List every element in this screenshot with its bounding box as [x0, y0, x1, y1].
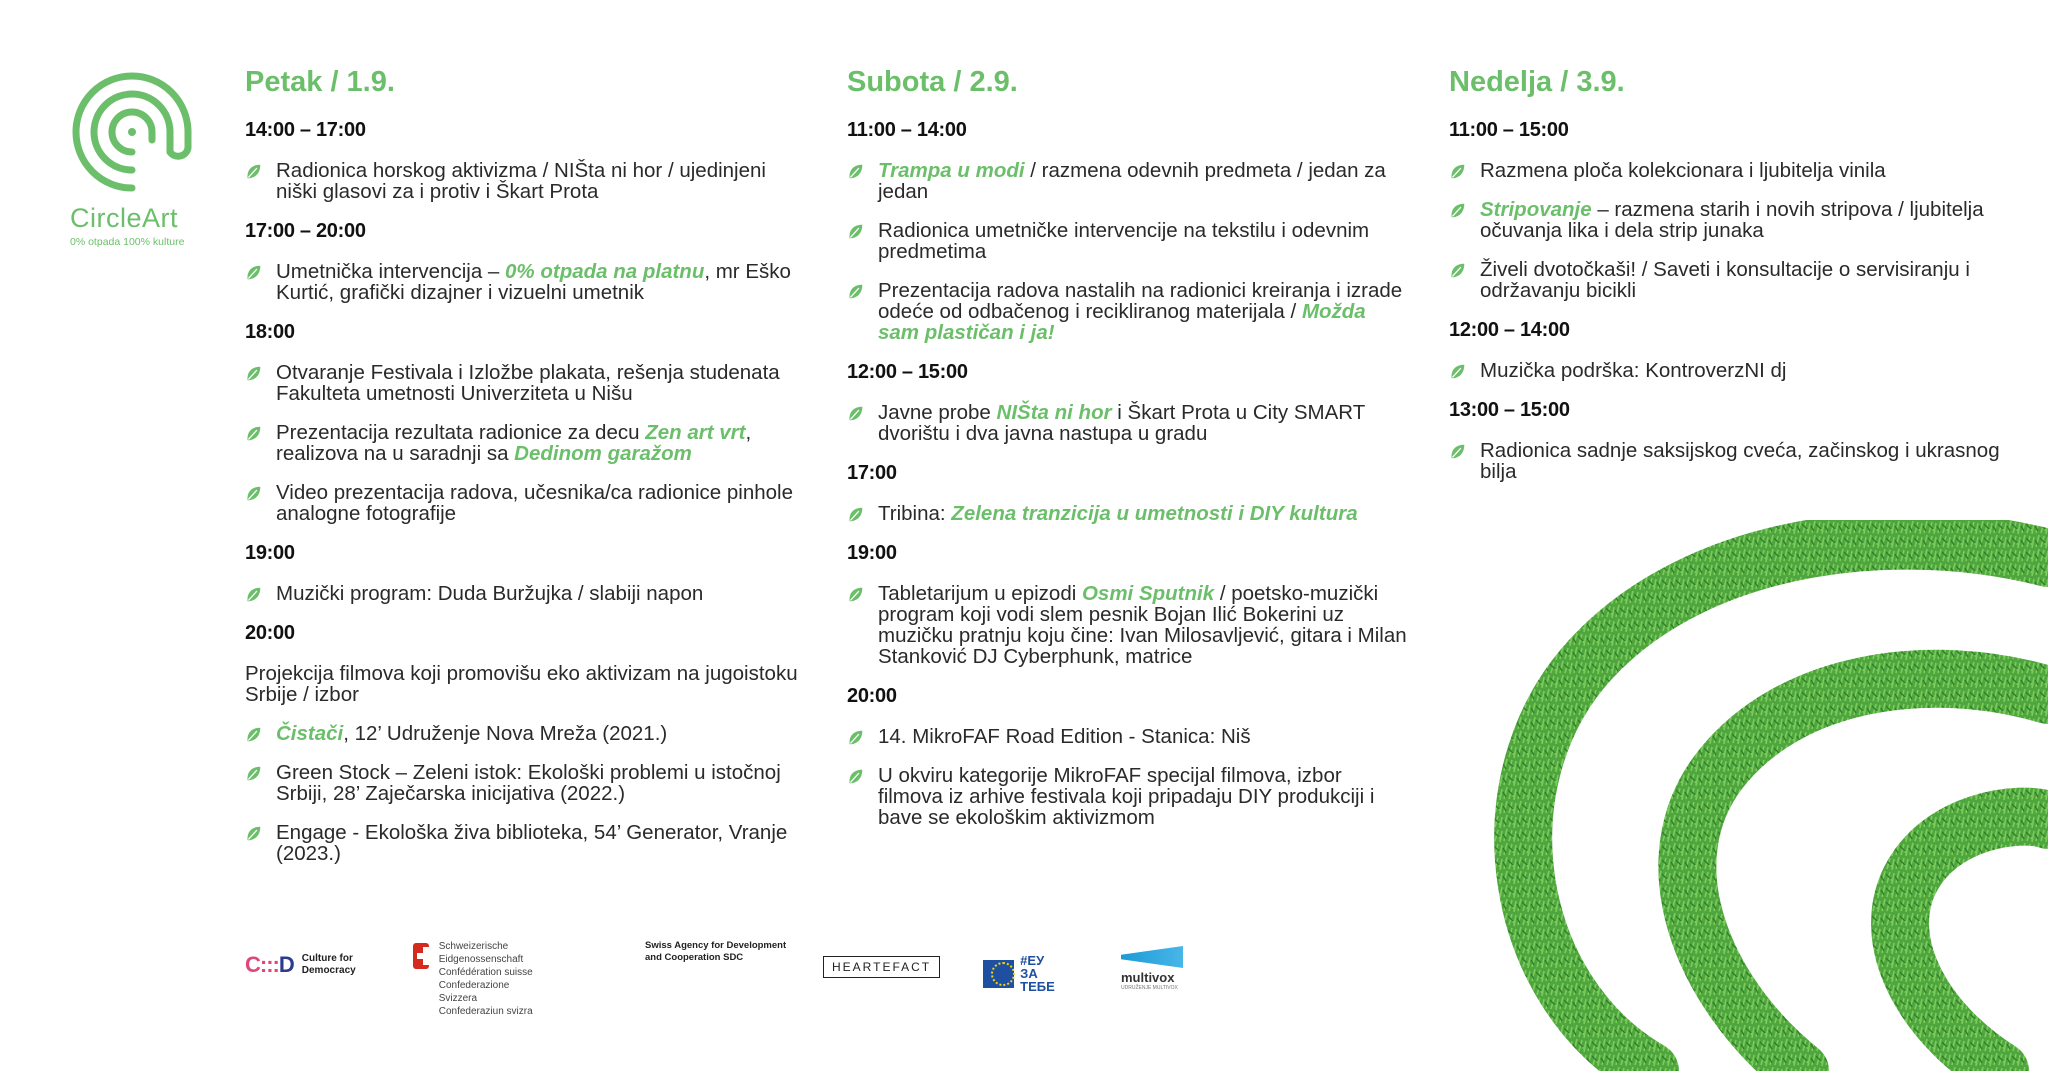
event-item	[245, 261, 805, 303]
time-slot: 19:00	[847, 542, 897, 564]
event-item	[847, 280, 1407, 343]
event-highlight: NIŠta ni hor	[996, 401, 1112, 424]
swiss-confederation-logo: Schweizerische Eidgenossenschaft Confédération suisse Confederazione Svizzera Confederaziun svizra	[413, 940, 534, 1018]
leaf-bullet-icon	[847, 768, 864, 785]
leaf-bullet-icon	[245, 765, 262, 782]
event-text: Živeli dvotočkaši! / Saveti i konsultacije o servisiranju i održavanju bicikli	[1480, 258, 1970, 302]
leaf-bullet-icon	[245, 365, 262, 382]
leaf-bullet-icon	[847, 506, 864, 523]
event-item	[245, 723, 805, 744]
day-column-saturday	[847, 66, 1407, 846]
time-slot: 12:00 – 15:00	[847, 361, 968, 383]
event-item	[847, 583, 1407, 667]
time-slot: 17:00 – 20:00	[245, 220, 366, 242]
event-item	[245, 362, 805, 404]
brand-name: CircleArt	[70, 203, 179, 233]
time-slot: 17:00	[847, 462, 897, 484]
leaf-bullet-icon	[847, 283, 864, 300]
event-highlight: Zelena tranzicija u umetnosti i DIY kultura	[951, 502, 1358, 525]
event-text: Umetnička intervencija –	[276, 260, 506, 283]
event-text: Projekcija filmova koji promovišu eko aktivizam na jugoistoku Srbije / izbor	[245, 662, 798, 706]
event-highlight: Dedinom garažom	[514, 442, 692, 465]
leaf-bullet-icon	[245, 163, 262, 180]
time-slot: 20:00	[245, 622, 295, 644]
leaf-bullet-icon	[847, 223, 864, 240]
leaf-bullet-icon	[1449, 443, 1466, 460]
event-text: , 12’ Udruženje Nova Mreža (2021.)	[343, 722, 668, 745]
event-text: Radionica sadnje saksijskog cveća, začinskog i ukrasnog bilja	[1480, 439, 2000, 483]
leaf-bullet-icon	[1449, 262, 1466, 279]
event-text: Muzička podrška: KontroverzNI dj	[1480, 359, 1787, 382]
event-text: Razmena ploča kolekcionara i ljubitelja vinila	[1480, 159, 1886, 182]
event-item	[1449, 440, 2009, 482]
event-item	[847, 503, 1407, 524]
event-text: 14. MikroFAF Road Edition - Stanica: Niš	[878, 725, 1251, 748]
event-text: Prezentacija radova nastalih na radionici kreiranja i izrade odeće od odbačenog i recikliranog materijala /	[878, 279, 1403, 323]
leaf-bullet-icon	[847, 586, 864, 603]
time-slot: 13:00 – 15:00	[1449, 399, 1570, 421]
multivox-logo: multivox UDRUŽENJE MULTIVOX	[1121, 946, 1183, 991]
event-item	[847, 220, 1407, 262]
event-text: Javne probe	[878, 401, 997, 424]
grass-spiral-decoration	[1480, 520, 2048, 1071]
event-highlight: Osmi Sputnik	[1081, 582, 1215, 605]
event-item	[847, 765, 1407, 828]
leaf-bullet-icon	[1449, 163, 1466, 180]
event-item	[847, 726, 1407, 747]
event-text: Otvaranje Festivala i Izložbe plakata, rešenja studenata Fakulteta umetnosti Univerziteta u Nišu	[276, 361, 780, 405]
event-text: Muzički program: Duda Buržujka / slabiji napon	[276, 582, 704, 605]
event-item	[1449, 259, 2009, 301]
event-highlight: Stripovanje	[1480, 198, 1592, 221]
event-highlight: Čistači	[276, 722, 344, 745]
leaf-bullet-icon	[847, 405, 864, 422]
event-highlight: Zen art vrt	[645, 421, 746, 444]
event-text: , realizova na u saradnji sa	[276, 421, 752, 465]
leaf-bullet-icon	[245, 485, 262, 502]
day-title: Nedelja / 3.9.	[1449, 66, 1625, 98]
sdc-logo: Swiss Agency for Development and Cooperation SDC	[645, 940, 787, 963]
event-highlight: 0% otpada na platnu	[505, 260, 705, 283]
event-text: / poetsko-muzički program koji vodi slem pesnik Bojan Ilić Bokerini uz muzičku pratnju koju čine: Ivan Milosavljević, gitara i Milan Stanković DJ Cyberphunk, matrice	[878, 582, 1407, 668]
day-column-sunday	[1449, 66, 2009, 500]
event-item	[245, 583, 805, 604]
event-text: / razmena odevnih predmeta / jedan za jedan	[878, 159, 1386, 203]
event-text: Tribina:	[878, 502, 952, 525]
event-text: , mr Eško Kurtić, grafički dizajner i vizuelni umetnik	[276, 260, 791, 304]
event-item	[847, 160, 1407, 202]
circleart-logo	[70, 70, 205, 248]
time-slot: 14:00 – 17:00	[245, 119, 366, 141]
brand-tagline: 0% otpada 100% kulture	[70, 236, 185, 248]
event-text: U okviru kategorije MikroFAF specijal filmova, izbor filmova iz arhive festivala koji pripadaju DIY produkciji i bave se ekološkim aktivizmom	[878, 764, 1375, 829]
leaf-bullet-icon	[245, 726, 262, 743]
culture-for-democracy-logo: C:::D Culture for Democracy	[245, 952, 356, 977]
event-highlight: Možda sam plastičan i ja!	[878, 300, 1366, 344]
event-item	[245, 663, 805, 705]
leaf-bullet-icon	[245, 825, 262, 842]
event-text: Engage - Ekološka živa biblioteka, 54’ Generator, Vranje (2023.)	[276, 821, 788, 865]
event-text: Green Stock – Zeleni istok: Ekološki problemi u istočnoj Srbiji, 28’ Zaječarska inicijativa (2022.)	[276, 761, 781, 805]
event-item	[1449, 199, 2009, 241]
event-item	[245, 482, 805, 524]
time-slot: 11:00 – 15:00	[1449, 119, 1569, 141]
time-slot: 12:00 – 14:00	[1449, 319, 1570, 341]
eu-flag-icon	[983, 960, 1014, 988]
event-item	[1449, 360, 2009, 381]
day-column-friday	[245, 66, 805, 882]
event-item	[245, 762, 805, 804]
event-text: Video prezentacija radova, učesnika/ca radionice pinhole analogne fotografije	[276, 481, 794, 525]
event-item	[245, 422, 805, 464]
leaf-bullet-icon	[847, 729, 864, 746]
event-item	[245, 160, 805, 202]
event-item	[245, 822, 805, 864]
leaf-bullet-icon	[245, 586, 262, 603]
eu-za-tebe-logo: #ЕУ ЗА ТЕБЕ	[983, 954, 1064, 993]
event-text: Radionica horskog aktivizma / NIŠta ni hor / ujedinjeni niški glasovi za i protiv i Škart Prota	[276, 159, 766, 203]
time-slot: 11:00 – 14:00	[847, 119, 967, 141]
event-item	[847, 402, 1407, 444]
event-text: i Škart Prota u City SMART dvorištu i dva javna nastupa u gradu	[878, 401, 1365, 445]
heartefact-logo: HEARTEFACT	[823, 956, 940, 978]
day-title: Petak / 1.9.	[245, 66, 395, 98]
day-title: Subota / 2.9.	[847, 66, 1018, 98]
event-text: – razmena starih i novih stripova / ljubitelja očuvanja lika i dela strip junaka	[1480, 198, 1984, 242]
event-item	[1449, 160, 2009, 181]
time-slot: 19:00	[245, 542, 295, 564]
event-highlight: Trampa u modi	[878, 159, 1025, 182]
leaf-bullet-icon	[847, 163, 864, 180]
leaf-bullet-icon	[245, 264, 262, 281]
circleart-spiral-icon	[70, 70, 195, 195]
time-slot: 18:00	[245, 321, 295, 343]
event-text: Tabletarijum u epizodi	[878, 582, 1082, 605]
leaf-bullet-icon	[245, 425, 262, 442]
time-slot: 20:00	[847, 685, 897, 707]
leaf-bullet-icon	[1449, 202, 1466, 219]
megaphone-icon	[1121, 946, 1183, 968]
swiss-flag-icon	[413, 943, 429, 969]
event-text: Radionica umetničke intervencije na tekstilu i odevnim predmetima	[878, 219, 1370, 263]
leaf-bullet-icon	[1449, 363, 1466, 380]
event-text: Prezentacija rezultata radionice za decu	[276, 421, 646, 444]
